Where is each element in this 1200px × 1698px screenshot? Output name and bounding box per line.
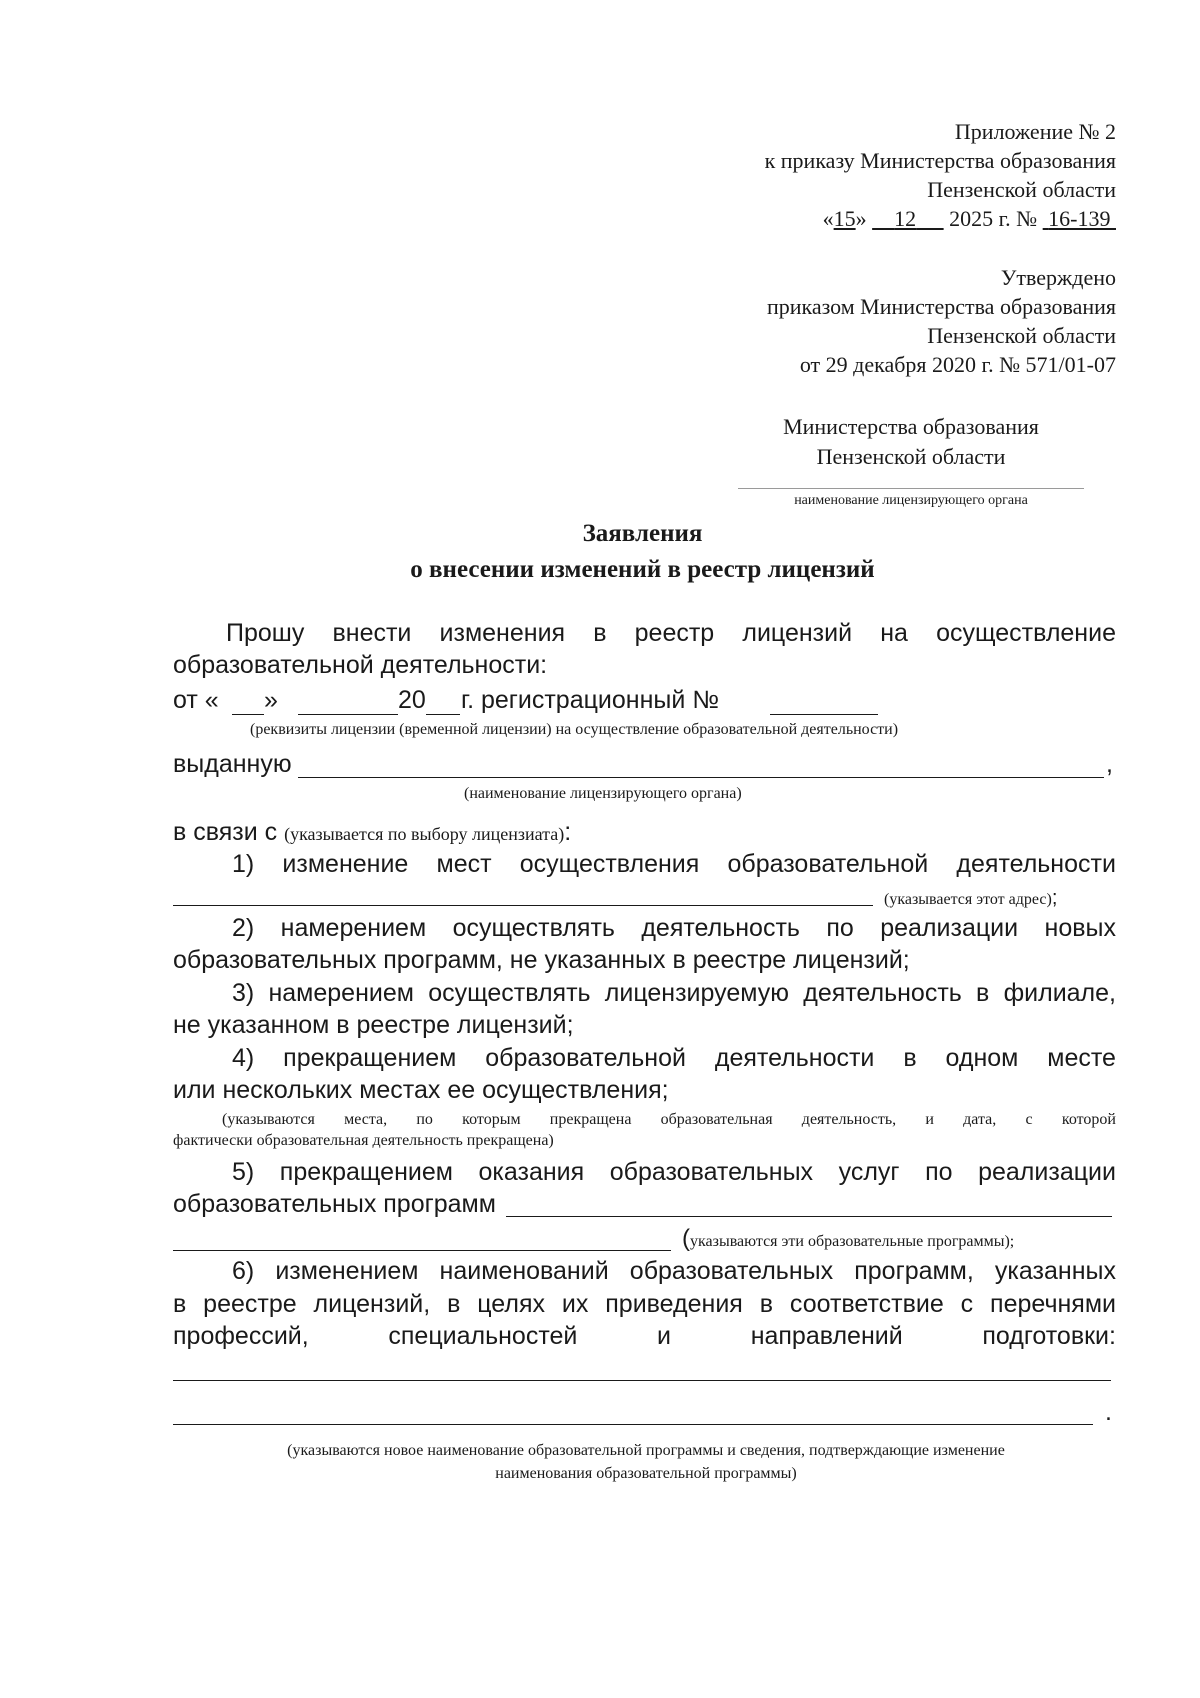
issued-label: выданную xyxy=(173,750,292,778)
from-year: 20 xyxy=(398,686,426,714)
item-3-line: 3) намерением осуществлять лицензируемую деятельность в филиале, xyxy=(232,979,1116,1007)
order-number: 16-139 xyxy=(1048,206,1111,231)
date-close-quote: » xyxy=(855,206,867,231)
item-1-address-blank xyxy=(173,905,873,906)
addressee-line1: Министерства образования xyxy=(783,414,1039,439)
item-3-cont: не указанном в реестре лицензий; xyxy=(173,1011,574,1039)
issued-caption: (наименование лицензирующего органа) xyxy=(464,785,742,802)
item-5-cont: образовательных программ xyxy=(173,1190,496,1218)
appendix-order-ref: к приказу Министерства образования xyxy=(764,148,1116,173)
date-day: 15 xyxy=(833,206,856,231)
appendix-title: Приложение № 2 xyxy=(954,119,1116,144)
from-mid: » xyxy=(264,686,278,714)
date-month: 12 xyxy=(894,206,917,231)
item-6-line-2: в реестре лицензий, в целях их приведения в соответствие с перечнями xyxy=(173,1290,1116,1318)
from-day-blank xyxy=(232,714,264,715)
item-4-cont: или нескольких местах ее осуществления; xyxy=(173,1076,669,1104)
item-4-line: 4) прекращением образовательной деятельности в одном месте xyxy=(232,1044,1116,1072)
item-2-cont: образовательных программ, не указанных в реестре лицензий; xyxy=(173,946,910,974)
registration-number-blank xyxy=(770,714,878,715)
footer-note-line-2: наименования образовательной программы) xyxy=(495,1465,797,1482)
approved-order-ref: приказом Министерства образования xyxy=(766,294,1116,319)
document-subtitle: о внесении изменений в реестр лицензий xyxy=(410,556,875,583)
appendix-region: Пензенской области xyxy=(927,177,1116,202)
footer-note-line-1: (указываются новое наименование образовательной программы и сведения, подтверждающие изменение xyxy=(287,1442,1005,1459)
item-6-blank-2 xyxy=(173,1424,1093,1425)
issued-comma: , xyxy=(1106,750,1113,778)
item-5-programs-blank-2 xyxy=(173,1250,671,1251)
item-6-dot: . xyxy=(1105,1398,1112,1426)
approved-region: Пензенской области xyxy=(927,323,1116,348)
from-prefix: от « xyxy=(173,686,219,714)
item-6-blank-1 xyxy=(173,1380,1111,1381)
request-cont: образовательной деятельности: xyxy=(173,651,548,679)
item-4-note: (указываются места, по которым прекращена образовательная деятельность, и дата, с которой xyxy=(222,1111,1116,1128)
reason-line: в связи с (указывается по выбору лицензиата): xyxy=(173,818,572,846)
approved-date: от 29 декабря 2020 г. № 571/01-07 xyxy=(799,352,1116,377)
item-6-line-1: 6) изменением наименований образовательных программ, указанных xyxy=(232,1257,1116,1285)
appendix-date-line xyxy=(823,204,1116,233)
item-5-note-line: (указываются эти образовательные программы); xyxy=(682,1225,1015,1252)
addressee-line2: Пензенской области xyxy=(816,444,1006,469)
item-2-line: 2) намерением осуществлять деятельность по реализации новых xyxy=(232,914,1116,942)
item-6-line-3: профессий, специальностей и направлений подготовки: xyxy=(173,1322,1116,1350)
item-1-line: 1) изменение мест осуществления образовательной деятельности xyxy=(232,850,1116,878)
issued-blank xyxy=(298,777,1104,778)
from-month-blank xyxy=(298,714,398,715)
item-4-note-cont: фактически образовательная деятельность прекращена) xyxy=(173,1132,554,1149)
addressee-underline xyxy=(738,488,1084,489)
date-open-quote: « xyxy=(822,206,834,231)
from-year-blank xyxy=(426,714,460,715)
document-title: Заявления xyxy=(582,520,703,547)
addressee-caption: наименование лицензирующего органа xyxy=(794,493,1028,508)
approved-label: Утверждено xyxy=(1000,265,1116,290)
item-5-line: 5) прекращением оказания образовательных услуг по реализации xyxy=(232,1158,1116,1186)
item-5-programs-blank xyxy=(506,1216,1112,1217)
license-caption: (реквизиты лицензии (временной лицензии) на осуществление образовательной деятельности) xyxy=(250,721,899,738)
item-1-note-line: (указывается этот адрес); xyxy=(884,887,1058,909)
from-suffix: г. регистрационный № xyxy=(461,686,720,714)
date-year: 2025 г. № xyxy=(949,206,1038,231)
request-line: Прошу внести изменения в реестр лицензий на осуществление xyxy=(226,619,1116,647)
